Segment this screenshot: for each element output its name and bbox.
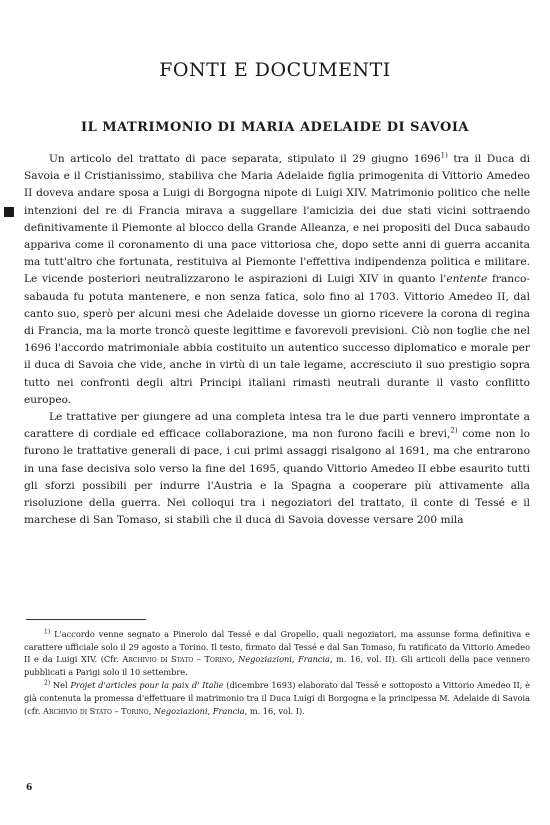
footnotes (24, 628, 530, 718)
page-number: 6 (26, 783, 33, 793)
paragraph-1-text-b: tra il Duca di Savoia e il Cristianissimo, stabiliva che Maria Adelaide figlia primogenita di Vittorio Amedeo II doveva andare sposa a Luigi di Borgogna nipote di Luigi XIV. Matrimonio politico che nelle intenzioni del re di Francia mirava a suggellare l'amicizia dei due stati vicini sottraendo definitivamente il Piemonte al blocco della Grande Alleanza, e nei propositi del Duca sabaudo appariva come il coronamento di una pace vittoriosa che, dopo sette anni di guerra accanita ma tutt'altro che fortunata, restituiva al Piemonte l'effettiva indipendenza politica e militare. Le vicende posteriori neutralizzarono le aspirazioni di Luigi XIV in quanto l' (24, 153, 530, 286)
footnote-2-project: Projet d'articles pour la paix d' Italie (70, 680, 224, 691)
footnote-1-text-a: L'accordo venne segnato a Pinerolo dal Tessé e dal Gropello, quali negoziatori, ma assunse forma definitiva e carattere ufficiale solo il 29 agosto a Torino. Il testo, firmato dal Tessé e dal San Tomaso, fu ratificato da Vittorio Amedeo II e da Luigi XIV. (Cfr. (24, 629, 530, 665)
paragraph-2 (24, 409, 530, 529)
footnote-2-archive: Archivio di Stato – Torino (43, 705, 149, 716)
paragraph-1 (24, 151, 530, 409)
footnote-1-number: 1) (44, 628, 51, 636)
article-title: IL MATRIMONIO DI MARIA ADELAIDE DI SAVOIA (81, 119, 469, 135)
article-body (24, 151, 530, 529)
paragraph-2-text-b: come non lo furono le trattative generali di pace, i cui primi assaggi risalgono al 1691, ma che entrarono in una fase decisiva solo verso la fine del 1695, quando Vittorio Amedeo II ebbe esaurito tutti gli sforzi possibili per indurre l'Austria e la Spagna a cooperare più attivamente alla risoluzione della guerra. Nei colloqui tra i negoziatori del trattato, il conte di Tessé e il marchese di San Tomaso, si stabilì che il duca di Savoia dovesse versare 200 mila (24, 428, 530, 527)
footnote-1-archive: Archivio di Stato – Torino (122, 654, 232, 665)
margin-marker (4, 207, 14, 217)
footnote-2 (24, 679, 530, 717)
footnote-2-number: 2) (44, 679, 51, 687)
footnote-divider (26, 619, 146, 620)
page-title: FONTI E DOCUMENTI (159, 58, 391, 81)
footnote-2-text-a: Nel (50, 680, 71, 691)
entente-term: entente (446, 273, 488, 286)
paragraph-2-text-a: Le trattative per giungere ad una completa intesa tra le due parti vennero improntate a carattere di cordiale ed efficace collaborazione, ma non furono facili e brevi, (24, 411, 530, 441)
footnote-ref-1[interactable]: 1) (440, 151, 448, 160)
paragraph-1-text-c: franco-sabauda fu potuta mantenere, e non senza fatica, solo fino al 1703. Vittorio Amedeo II, dal canto suo, sperò per alcuni mesi che Adelaide dovesse un giorno ricevere la corona di regina di Francia, ma la morte troncò queste legittime e favorevoli previsioni. Ciò non toglie che nel 1696 l'accordo matrimoniale abbia costituito un autentico successo diplomatico e morale per il duca di Savoia che vide, anche in virtù di un tale legame, accresciuto il suo prestigio sopra tutto nei confronti degli altri Principi italiani rimasti neutrali durante il vasto conflitto europeo. (24, 273, 530, 406)
footnote-1 (24, 628, 530, 678)
footnote-1-sep: , (231, 654, 239, 665)
footnote-2-sep: , (148, 705, 154, 716)
paragraph-1-text-a: Un articolo del trattato di pace separata, stipulato il 29 giugno 1696 (49, 153, 441, 165)
footnote-1-text-b: , m. 16, vol. II). Gli articoli della pace vennero pubblicati a Parigi solo il 10 settembre. (24, 654, 530, 677)
footnote-2-text-b: (dicembre 1693) elaborato dal Tessé e sottoposto a Vittorio Amedeo II, è già contenuta la promessa d'effettuare il matrimonio tra il Duca Luigi di Borgogna e la principessa M. Adelaide di Savoia (cfr. (24, 680, 530, 716)
footnote-1-series: Negoziazioni, Francia (238, 654, 330, 665)
footnote-2-series: Negoziazioni, Francia (153, 705, 245, 716)
footnote-2-text-c: , m. 16, vol. I). (244, 705, 305, 716)
footnote-ref-2[interactable]: 2) (450, 426, 458, 435)
